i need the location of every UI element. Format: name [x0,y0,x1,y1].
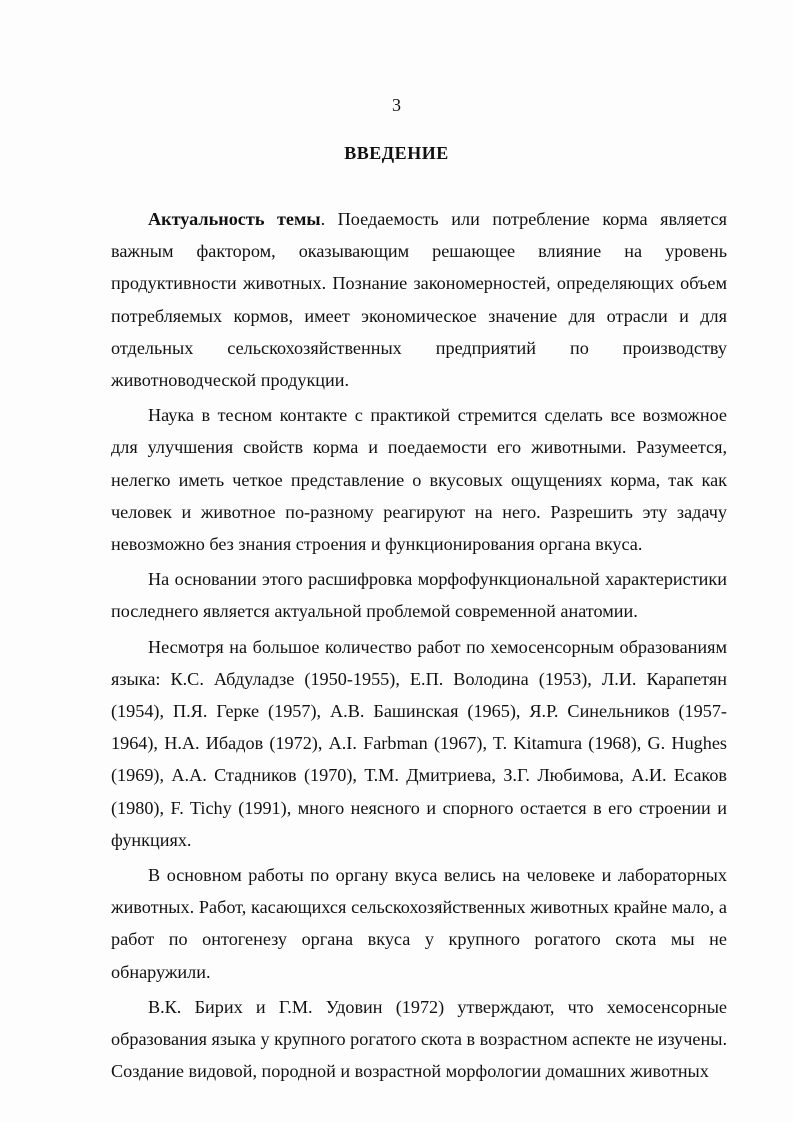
paragraph: В основном работы по органу вкуса велись на человеке и лабораторных животных. Работ, касающихся сельскохозяйственных животных крайне мало, а работ по онтогенезу органа вкуса у крупного рогатого скота мы не обнаружили. [111,865,727,982]
paragraph: Наука в тесном контакте с практикой стремится сделать все возможное для улучшения свойств корма и поедаемости его животными. Разумеется, нелегко иметь четкое представление о вкусовых ощущениях корма, так как человек и животное по-разному реагируют на него. Разрешить эту задачу невозможно без знания строения и функционирования органа вкуса. [111,405,727,555]
paragraph: Несмотря на большое количество работ по хемосенсорным образованиям языка: К.С. Абдуладзе (1950-1955), Е.П. Володина (1953), Л.И. Карапетян (1954), П.Я. Герке (1957), А.В. Башинская (1965), Я.Р. Синельников (1957-1964), Н.А. Ибадов (1972), A.I. Farbman (1967), T. Kitamura (1968), G. Hughes (1969), А.А. Стадников (1970), Т.М. Дмитриева, З.Г. Любимова, А.И. Есаков (1980), F. Tichy (1991), много неясного и спорного остается в его строении и функциях. [111,636,727,850]
paragraph-lead: Актуальность темы [148,209,321,229]
paragraph-relevance [111,203,727,396]
body-text [111,203,727,1087]
section-title: ВВЕДЕНИЕ [344,143,449,163]
paragraph-text: . Поедаемость или потребление корма является важным фактором, оказывающим решающее влияние на уровень продуктивности животных. Познание закономерностей, определяющих объем потребляемых кормов, имеет экономическое значение для отрасли и для отдельных сельскохозяйственных предприятий по производству животноводческой продукции. [111,209,727,391]
paragraph: В.К. Бирих и Г.М. Удовин (1972) утверждают, что хемосенсорные образования языка у крупного рогатого скота в возрастном аспекте не изучены. Создание видовой, породной и возрастной морфологии домашних животных [111,996,727,1082]
page-number: 3 [392,95,401,115]
paragraph: На основании этого расшифровка морфофункциональной характеристики последнего является актуальной проблемой современной анатомии. [111,569,727,622]
